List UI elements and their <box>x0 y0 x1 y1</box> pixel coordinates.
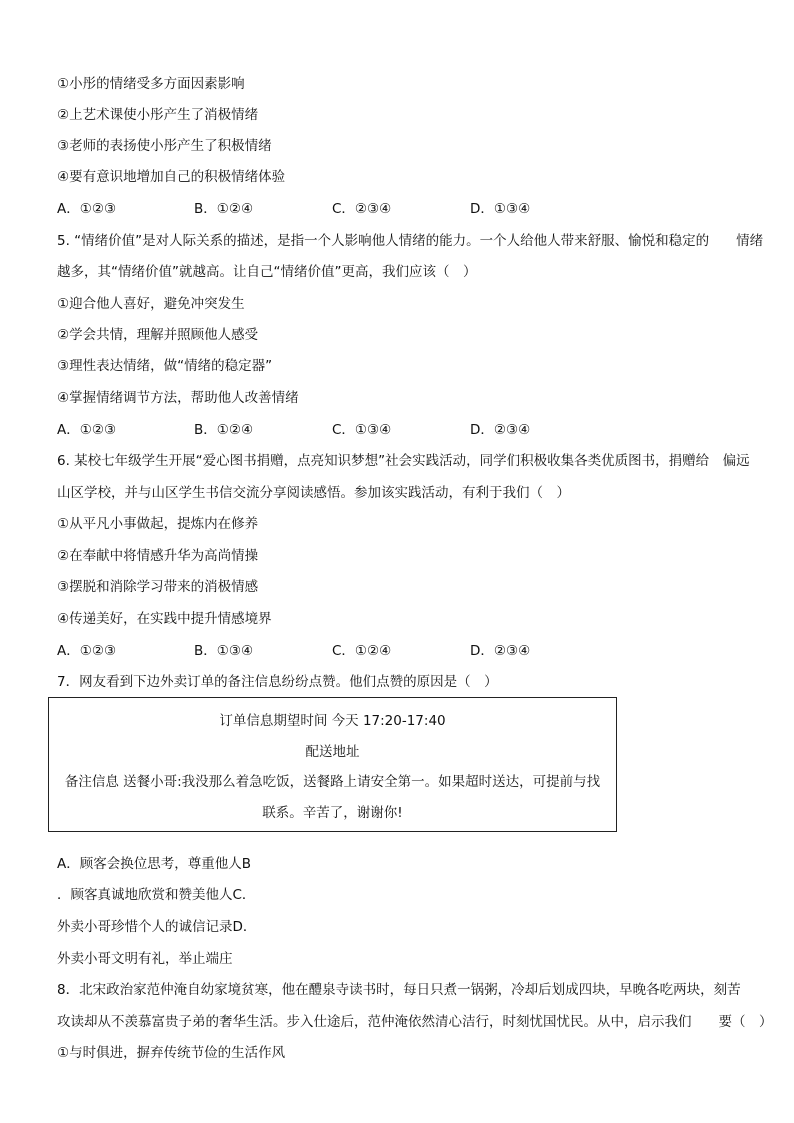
q6-option-c: C．①②④ <box>332 643 392 659</box>
q5-option-d: D．②③④ <box>470 422 531 438</box>
q4-item-4: ④要有意识地增加自己的积极情绪体验 <box>57 169 286 185</box>
q4-option-b: B．①②④ <box>194 201 254 217</box>
q6-stem-line-2: 山区学校，并与山区学生书信交流分享阅读感悟。参加该实践活动，有利于我们（ ） <box>57 485 570 501</box>
order-expected-time: 订单信息期望时间 今天 17:20-17:40 <box>219 713 446 729</box>
q7-answer-line-1: A．顾客会换位思考，尊重他人B <box>57 856 251 872</box>
q4-option-c: C．②③④ <box>332 201 392 217</box>
q5-item-1: ①迎合他人喜好，避免冲突发生 <box>57 296 245 312</box>
q4-item-1: ①小彤的情绪受多方面因素影响 <box>57 76 245 92</box>
q7-answer-line-4: 外卖小哥文明有礼，举止端庄 <box>57 951 233 967</box>
q6-stem-line-1: 6. 某校七年级学生开展“爱心图书捐赠，点亮知识梦想”社会实践活动，同学们积极收集各类优质图书，捐赠给 偏远 <box>57 453 750 469</box>
q5-stem-line-2: 越多，其“情绪价值”就越高。让自己“情绪价值”更高，我们应该（ ） <box>57 264 477 280</box>
q5-stem-line-1: 5. “情绪价值”是对人际关系的描述，是指一个人影响他人情绪的能力。一个人给他人带来舒服、愉悦和稳定的 情绪 <box>57 233 764 249</box>
q5-item-4: ④掌握情绪调节方法，帮助他人改善情绪 <box>57 390 299 406</box>
q5-option-b: B．①②④ <box>194 422 254 438</box>
order-note-box <box>48 697 617 832</box>
q6-item-4: ④传递美好，在实践中提升情感境界 <box>57 611 272 627</box>
q6-option-d: D．②③④ <box>470 643 531 659</box>
q6-item-2: ②在奉献中将情感升华为高尚情操 <box>57 548 259 564</box>
order-note-line-1: 备注信息 送餐小哥:我没那么着急吃饭，送餐路上请安全第一。如果超时送达，可提前与找 <box>64 774 601 790</box>
q8-stem-line-1: 8．北宋政治家范仲淹自幼家境贫寒，他在醴泉寺读书时，每日只煮一锅粥，冷却后划成四块，早晚各吃两块，刻苦 <box>57 982 741 998</box>
q8-item-1: ①与时俱进，摒弃传统节俭的生活作风 <box>57 1045 286 1061</box>
q4-option-a: A．①②③ <box>57 201 117 217</box>
q4-item-3: ③老师的表扬使小彤产生了积极情绪 <box>57 138 272 154</box>
q6-item-3: ③摆脱和消除学习带来的消极情感 <box>57 579 259 595</box>
q7-stem: 7．网友看到下边外卖订单的备注信息纷纷点赞。他们点赞的原因是（ ） <box>57 674 498 690</box>
q5-option-c: C．①③④ <box>332 422 392 438</box>
q5-item-2: ②学会共情，理解并照顾他人感受 <box>57 327 259 343</box>
order-delivery-address: 配送地址 <box>305 744 360 760</box>
q6-option-b: B．①③④ <box>194 643 254 659</box>
q6-option-a: A．①②③ <box>57 643 117 659</box>
q4-item-2: ②上艺术课使小彤产生了消极情绪 <box>57 107 259 123</box>
q5-option-a: A．①②③ <box>57 422 117 438</box>
order-note-line-2: 联系。辛苦了，谢谢你! <box>262 805 403 821</box>
q7-answer-line-2: ．顾客真诚地欣赏和赞美他人C． <box>57 887 256 903</box>
q8-stem-line-2: 攻读却从不羡慕富贵子弟的奢华生活。步入仕途后，范仲淹依然清心洁行，时刻忧国忧民。从中，启示我们 要（ ） <box>57 1014 773 1030</box>
q7-answer-line-3: 外卖小哥珍惜个人的诚信记录D． <box>57 919 257 935</box>
q6-item-1: ①从平凡小事做起，提炼内在修养 <box>57 516 259 532</box>
q4-option-d: D．①③④ <box>470 201 531 217</box>
q5-item-3: ③理性表达情绪，做“情绪的稳定器” <box>57 358 273 374</box>
